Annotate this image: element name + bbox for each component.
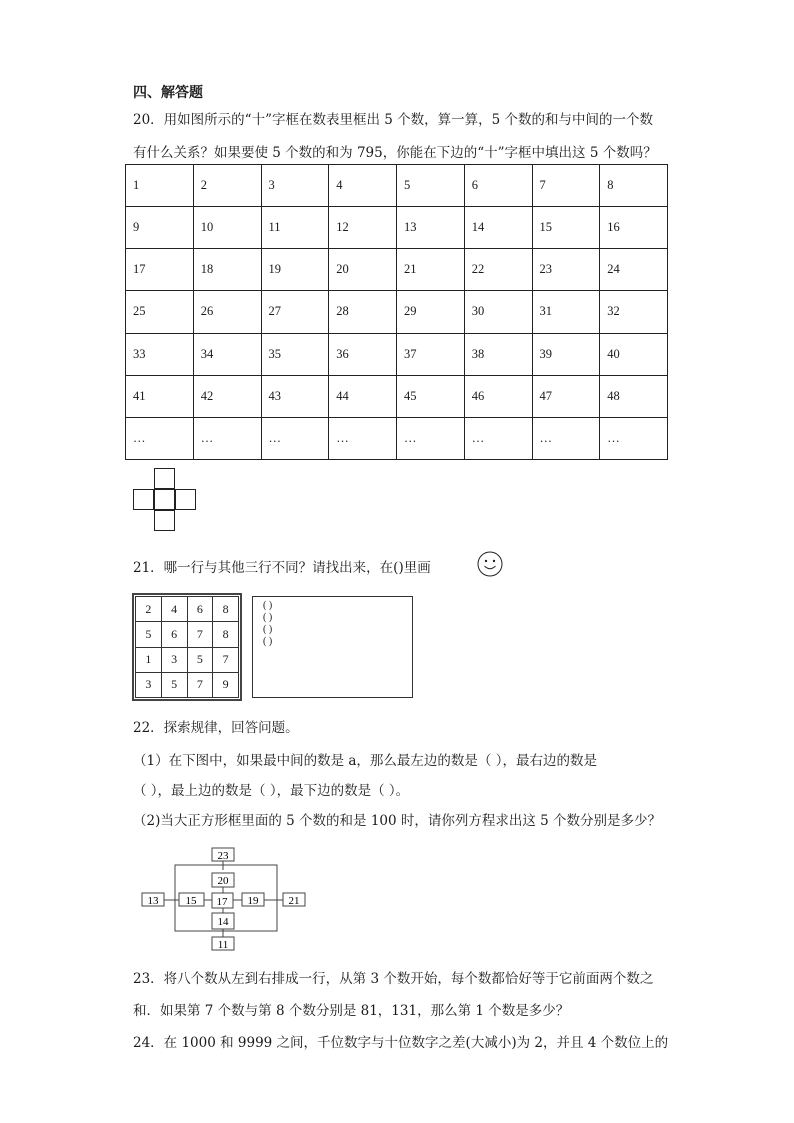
number-table: [125, 164, 668, 460]
q22-text-line1: 22．探索规律，回答问题。: [133, 720, 299, 736]
table-cell: 29: [397, 291, 465, 333]
table-cell: …: [329, 417, 397, 459]
table-cell: …: [261, 417, 329, 459]
cross-number-diagram: [140, 845, 312, 953]
diagram-top-number: 23: [217, 850, 229, 862]
table-cell: …: [532, 417, 600, 459]
table-row: [126, 249, 668, 291]
table-cell: 16: [600, 207, 668, 249]
q22-text-line4: （2)当大正方形框里面的 5 个数的和是 100 时，请你列方程求出这 5 个数分别是多少？: [133, 813, 662, 829]
table-cell: 35: [261, 333, 329, 375]
table-row: [126, 417, 668, 459]
q20-text-line2: 有什么关系？如果要使 5 个数的和为 795，你能在下边的“十”字框中填出这 5 个数吗？: [133, 145, 657, 161]
grid-row: [136, 597, 239, 622]
grid-cell: 1: [136, 647, 162, 672]
table-cell: 30: [464, 291, 532, 333]
table-cell: 15: [532, 207, 600, 249]
table-cell: 26: [193, 291, 261, 333]
table-cell: 38: [464, 333, 532, 375]
grid-cell: 2: [136, 597, 162, 622]
table-cell: 3: [261, 165, 329, 207]
table-cell: 7: [532, 165, 600, 207]
q22-text-line3: （ ），最上边的数是（ ），最下边的数是（ ）。: [133, 783, 410, 799]
table-cell: 22: [464, 249, 532, 291]
q20-text-line1: 20．用如图所示的“十”字框在数表里框出 5 个数，算一算，5 个数的和与中间的一个数: [133, 112, 654, 128]
grid-cell: 5: [187, 647, 213, 672]
table-cell: 25: [126, 291, 194, 333]
table-cell: 40: [600, 333, 668, 375]
grid-cell: 9: [213, 672, 239, 697]
diagram-far-right-number: 21: [288, 895, 300, 907]
grid-cell: 7: [187, 622, 213, 647]
number-grid-4x4: [135, 596, 239, 698]
answer-paren-3: ( ): [263, 624, 273, 635]
table-cell: 13: [397, 207, 465, 249]
table-cell: 32: [600, 291, 668, 333]
table-cell: 2: [193, 165, 261, 207]
cross-cell-left: [133, 489, 154, 510]
table-cell: 44: [329, 375, 397, 417]
table-cell: 46: [464, 375, 532, 417]
grid-cell: 3: [136, 672, 162, 697]
grid-cell: 7: [187, 672, 213, 697]
smiley-face-icon: [477, 551, 503, 577]
table-cell: 14: [464, 207, 532, 249]
table-cell: 41: [126, 375, 194, 417]
grid-cell: 3: [161, 647, 187, 672]
table-cell: 27: [261, 291, 329, 333]
table-cell: 6: [464, 165, 532, 207]
table-cell: 11: [261, 207, 329, 249]
table-cell: 24: [600, 249, 668, 291]
grid-cell: 8: [213, 597, 239, 622]
table-cell: 47: [532, 375, 600, 417]
answer-paren-1: ( ): [263, 600, 273, 611]
cross-frame: [133, 468, 199, 532]
table-cell: 18: [193, 249, 261, 291]
table-cell: …: [193, 417, 261, 459]
diagram-bottom-number: 11: [217, 939, 229, 951]
grid-cell: 7: [213, 647, 239, 672]
answer-paren-2: ( ): [263, 612, 273, 623]
table-cell: 20: [329, 249, 397, 291]
cross-cell-center: [154, 489, 175, 510]
table-cell: 12: [329, 207, 397, 249]
grid-cell: 8: [213, 622, 239, 647]
q24-text-line1: 24．在 1000 和 9999 之间，千位数字与十位数字之差(大减小)为 2，并且 4 个数位上的: [133, 1035, 669, 1051]
table-cell: 19: [261, 249, 329, 291]
table-cell: 9: [126, 207, 194, 249]
table-cell: 45: [397, 375, 465, 417]
grid-cell: 4: [161, 597, 187, 622]
diagram-lower-number: 14: [217, 916, 229, 928]
diagram-left-number: 15: [185, 895, 197, 907]
table-cell: 33: [126, 333, 194, 375]
table-cell: …: [600, 417, 668, 459]
table-cell: 31: [532, 291, 600, 333]
grid-cell: 6: [187, 597, 213, 622]
diagram-far-left-number: 13: [147, 895, 159, 907]
answer-box: [252, 596, 413, 698]
diagram-right-number: 19: [247, 895, 259, 907]
table-cell: …: [126, 417, 194, 459]
table-cell: …: [397, 417, 465, 459]
table-cell: 42: [193, 375, 261, 417]
table-cell: 28: [329, 291, 397, 333]
grid-cell: 5: [161, 672, 187, 697]
table-cell: 8: [600, 165, 668, 207]
diagram-upper-number: 20: [217, 875, 229, 887]
table-cell: 4: [329, 165, 397, 207]
table-cell: 36: [329, 333, 397, 375]
table-cell: 48: [600, 375, 668, 417]
diagram-center-number: 17: [216, 896, 228, 908]
grid-row: [136, 622, 239, 647]
grid-cell: 6: [161, 622, 187, 647]
table-row: [126, 165, 668, 207]
table-cell: 21: [397, 249, 465, 291]
table-row: [126, 207, 668, 249]
table-cell: 1: [126, 165, 194, 207]
table-cell: 37: [397, 333, 465, 375]
grid-row: [136, 672, 239, 697]
table-row: [126, 291, 668, 333]
q23-text-line2: 和．如果第 7 个数与第 8 个数分别是 81，131，那么第 1 个数是多少？: [133, 1003, 570, 1019]
table-cell: …: [464, 417, 532, 459]
grid-row: [136, 647, 239, 672]
section-title: 四、解答题: [133, 85, 203, 101]
q23-text-line1: 23．将八个数从左到右排成一行，从第 3 个数开始，每个数都恰好等于它前面两个数之: [133, 971, 654, 987]
q21-text-line1: 21．哪一行与其他三行不同？请找出来，在()里画: [133, 560, 431, 576]
table-cell: 5: [397, 165, 465, 207]
table-cell: 23: [532, 249, 600, 291]
table-cell: 43: [261, 375, 329, 417]
table-row: [126, 375, 668, 417]
table-cell: 39: [532, 333, 600, 375]
cross-cell-top: [154, 468, 175, 489]
table-cell: 34: [193, 333, 261, 375]
cross-cell-bottom: [154, 510, 175, 531]
grid-cell: 5: [136, 622, 162, 647]
table-row: [126, 333, 668, 375]
table-cell: 10: [193, 207, 261, 249]
answer-paren-4: ( ): [263, 636, 273, 647]
q22-text-line2: （1）在下图中，如果最中间的数是 a，那么最左边的数是（ ），最右边的数是: [133, 753, 597, 769]
table-cell: 17: [126, 249, 194, 291]
cross-cell-right: [175, 489, 196, 510]
